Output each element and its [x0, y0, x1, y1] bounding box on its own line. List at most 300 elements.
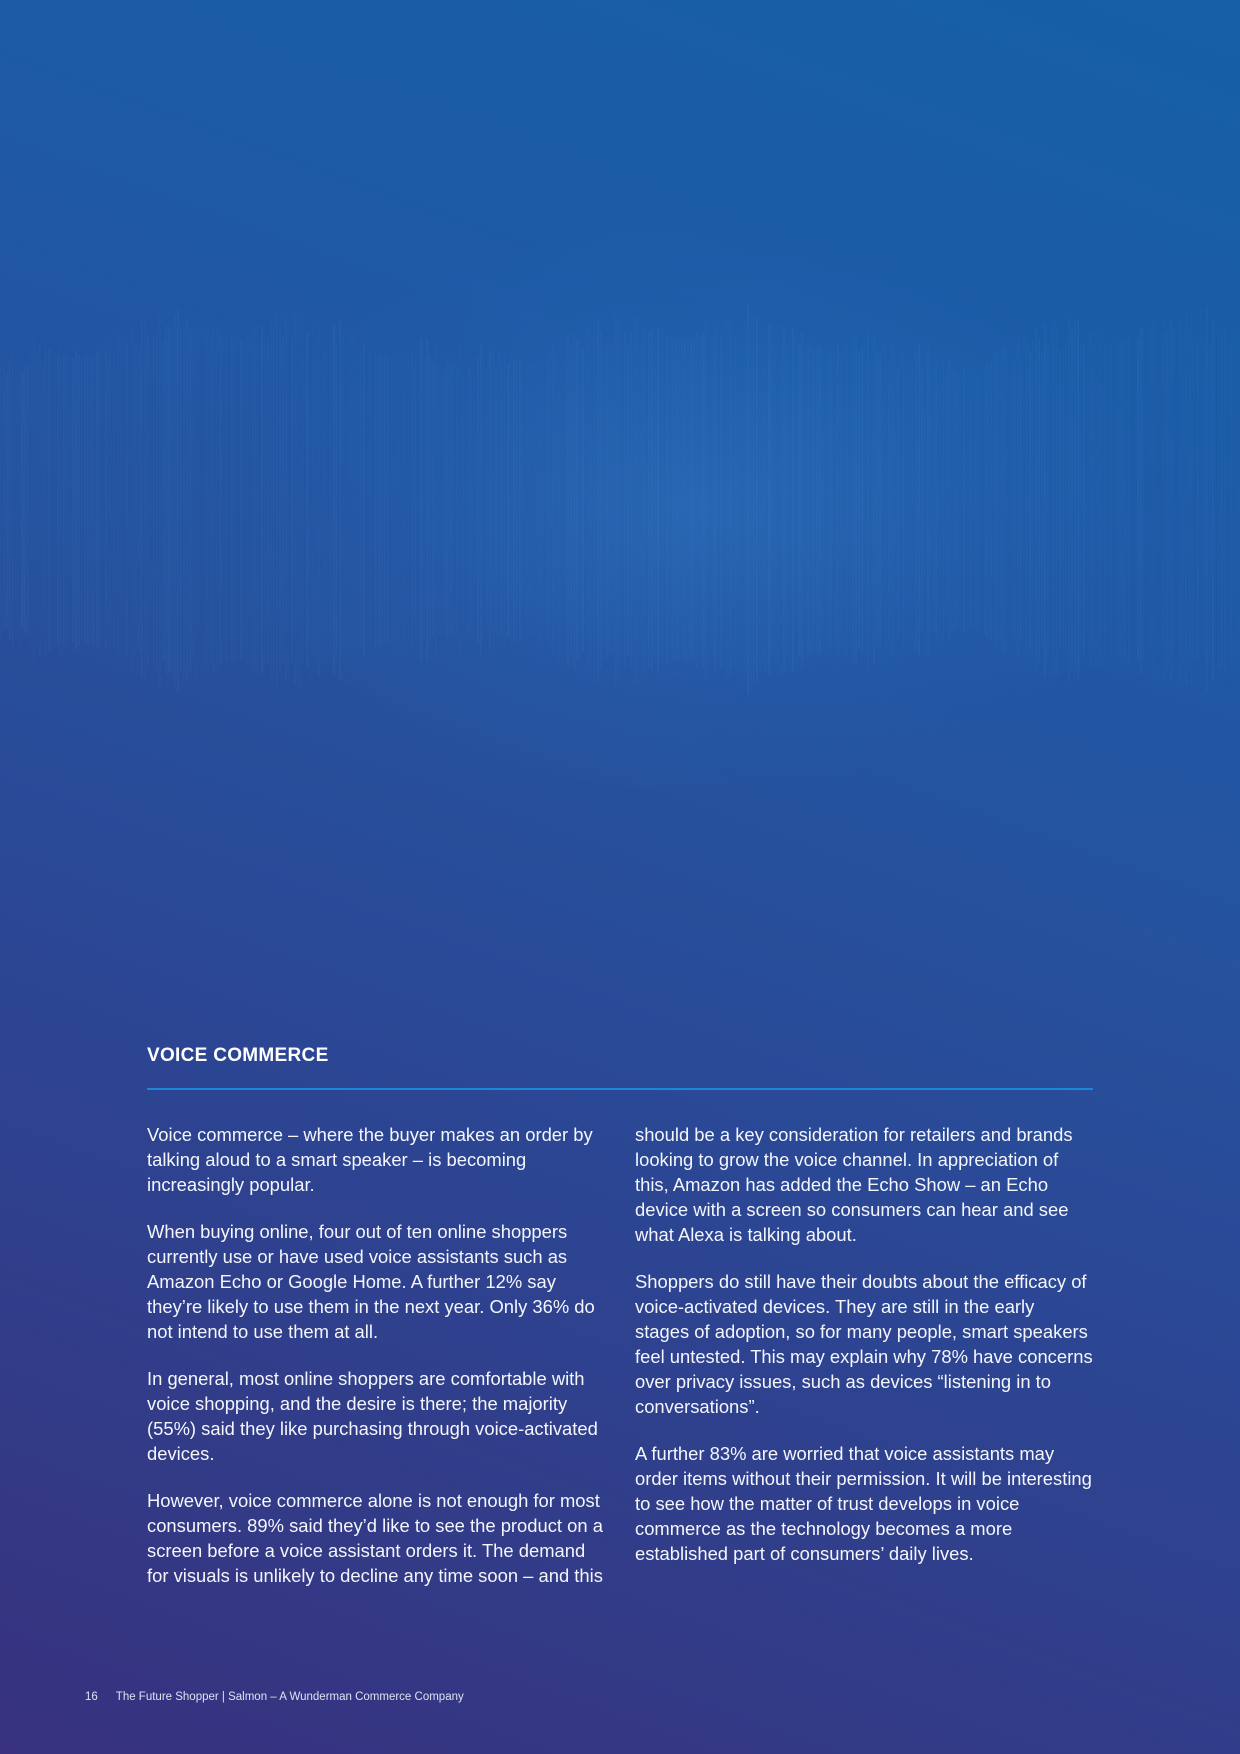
soundwave-streak [954, 369, 956, 630]
soundwave-streak [324, 346, 326, 653]
soundwave-streak [216, 329, 217, 672]
body-paragraph: When buying online, four out of ten online shoppers currently use or have used voice assistants such as Amazon Echo or Google Home. A further 12% say they’re likely to use them in the next year. Only 36% do not intend to use them at all. [147, 1221, 595, 1342]
soundwave-streak [969, 370, 971, 629]
soundwave-streak [831, 352, 832, 648]
soundwave-streak [1164, 323, 1165, 678]
soundwave-streak [498, 352, 500, 647]
soundwave-streak [942, 360, 944, 640]
soundwave-streak [474, 374, 476, 627]
soundwave-streak [1092, 346, 1094, 655]
soundwave-streak [1020, 355, 1021, 645]
soundwave-streak [1158, 319, 1159, 681]
soundwave-streak [1200, 308, 1202, 691]
soundwave-streak [120, 339, 121, 662]
soundwave-streak [195, 314, 197, 686]
soundwave-streak [516, 361, 518, 640]
soundwave-streak [18, 352, 20, 648]
soundwave-streak [354, 337, 356, 663]
soundwave-streak [189, 328, 191, 672]
soundwave-streak [30, 347, 32, 654]
soundwave-streak [24, 367, 26, 633]
soundwave-streak [873, 336, 875, 664]
soundwave-streak [798, 345, 800, 656]
soundwave-streak [345, 341, 347, 658]
soundwave-streak [168, 327, 171, 673]
soundwave-streak [108, 342, 110, 658]
soundwave-streak [996, 353, 998, 648]
soundwave-streak [1017, 339, 1019, 660]
soundwave-streak [21, 370, 24, 629]
soundwave-streak [927, 347, 929, 653]
soundwave-streak [99, 350, 100, 650]
soundwave-streak [309, 321, 311, 678]
soundwave-streak [582, 349, 584, 651]
soundwave-streak [27, 364, 29, 636]
soundwave-streak [681, 339, 683, 661]
soundwave-streak [924, 341, 926, 658]
soundwave-streak [417, 346, 419, 653]
soundwave-streak [810, 347, 812, 653]
soundwave-streak [495, 367, 497, 633]
soundwave-streak [801, 332, 803, 668]
soundwave-streak [339, 319, 341, 681]
soundwave-streak [672, 340, 674, 659]
soundwave-streak [975, 368, 978, 631]
soundwave-streak [1230, 339, 1232, 661]
soundwave-streak [753, 317, 754, 684]
soundwave-streak [378, 354, 380, 646]
soundwave-streak [711, 340, 713, 661]
body-paragraph: However, voice commerce alone is not enough for most consumers. 89% said they’d like to see the product on a screen before a voice assistant orders it. The demand for visuals is unlikely to decline any time soon – and this [147, 1490, 603, 1586]
soundwave-streak [174, 315, 176, 685]
soundwave-streak [165, 325, 167, 674]
soundwave-streak [126, 343, 128, 657]
soundwave-streak [1197, 339, 1199, 661]
soundwave-streak [738, 340, 739, 660]
soundwave-streak [852, 336, 854, 664]
soundwave-streak [1116, 342, 1118, 657]
soundwave-streak [915, 347, 917, 654]
soundwave-streak [819, 346, 821, 655]
soundwave-streak [780, 325, 783, 676]
soundwave-streak [522, 361, 524, 639]
soundwave-streak [987, 361, 988, 640]
soundwave-streak [315, 334, 317, 667]
soundwave-streak [918, 344, 920, 657]
soundwave-streak [1134, 340, 1135, 660]
soundwave-streak [606, 343, 608, 657]
soundwave-streak [75, 351, 77, 650]
soundwave-streak [438, 366, 440, 634]
soundwave-streak [1062, 349, 1064, 650]
soundwave-streak [756, 317, 758, 684]
soundwave-streak [999, 354, 1002, 645]
publication-credit: The Future Shopper | Salmon – A Wunderman Commerce Company [115, 1691, 464, 1703]
soundwave-streak [177, 308, 179, 692]
soundwave-streak [237, 340, 239, 661]
soundwave-streak [543, 358, 544, 641]
soundwave-streak [282, 338, 284, 662]
soundwave-streak [546, 358, 548, 641]
body-columns [147, 1122, 1093, 1588]
soundwave-streak [705, 321, 706, 680]
soundwave-streak [621, 342, 622, 659]
soundwave-streak [78, 354, 80, 646]
soundwave-streak [978, 368, 979, 632]
soundwave-streak [846, 344, 847, 657]
soundwave-streak [570, 344, 572, 655]
soundwave-streak [708, 318, 709, 683]
soundwave-streak [171, 328, 173, 672]
soundwave-streak [297, 312, 299, 689]
soundwave-streak [825, 351, 828, 649]
soundwave-streak [804, 340, 806, 660]
soundwave-streak [156, 329, 158, 672]
soundwave-streak [72, 357, 74, 643]
soundwave-streak [231, 338, 233, 662]
body-paragraph: In general, most online shoppers are comfortable with voice shopping, and the desire is there; the majority (55%) said they like purchasing through voice-activated devices. [147, 1368, 598, 1464]
soundwave-streak [966, 369, 967, 632]
soundwave-streak [480, 344, 482, 655]
soundwave-streak [636, 316, 637, 684]
soundwave-streak [1125, 342, 1126, 658]
soundwave-streak [363, 345, 365, 655]
soundwave-streak [69, 358, 71, 643]
soundwave-streak [972, 370, 974, 630]
soundwave-streak [357, 347, 358, 653]
soundwave-streak [618, 319, 620, 681]
soundwave-streak [423, 359, 425, 641]
soundwave-streak [285, 317, 287, 682]
soundwave-streak [990, 358, 992, 642]
page-footer [85, 1691, 464, 1703]
soundwave-streak [414, 363, 416, 637]
soundwave-streak [96, 352, 98, 649]
soundwave-streak [666, 336, 668, 663]
soundwave-streak [117, 332, 119, 667]
soundwave-streak [408, 348, 410, 652]
soundwave-streak [186, 318, 188, 682]
soundwave-streak [588, 323, 590, 676]
body-paragraph: A further 83% are worried that voice assistants may order items without their permission. It will be interesting to see how the matter of trust develops in voice commerce as the technology becomes a more established part of consumers’ daily lives. [635, 1443, 1092, 1564]
soundwave-streak [141, 322, 143, 678]
soundwave-streak [1008, 360, 1009, 641]
soundwave-streak [624, 332, 626, 668]
soundwave-streak [747, 304, 749, 695]
soundwave-streak [909, 360, 912, 639]
soundwave-streak [888, 359, 890, 641]
soundwave-streak [63, 353, 65, 646]
soundwave-streak [933, 368, 935, 632]
soundwave-streak [1194, 336, 1196, 664]
soundwave-streak [288, 321, 290, 678]
soundwave-streak [459, 342, 461, 658]
soundwave-streak [729, 322, 731, 678]
soundwave-streak [849, 355, 851, 646]
soundwave-streak [3, 368, 5, 632]
soundwave-streak [333, 326, 336, 674]
soundwave-streak [234, 340, 235, 660]
soundwave-streak [261, 326, 263, 674]
soundwave-streak [399, 350, 400, 649]
soundwave-streak [252, 328, 255, 672]
soundwave-streak [840, 353, 842, 647]
soundwave-streak [945, 369, 947, 631]
soundwave-streak [1146, 325, 1147, 675]
soundwave-streak [591, 317, 592, 682]
soundwave-streak [144, 322, 146, 679]
soundwave-streak [759, 329, 761, 670]
soundwave-streak [1050, 324, 1052, 676]
soundwave-streak [306, 331, 309, 669]
soundwave-streak [642, 329, 644, 672]
soundwave-streak [732, 332, 734, 667]
soundwave-streak [828, 350, 830, 649]
soundwave-streak [450, 363, 452, 636]
soundwave-streak [15, 365, 17, 635]
soundwave-streak [696, 331, 698, 669]
soundwave-streak [813, 349, 815, 651]
soundwave-streak [735, 332, 737, 669]
soundwave-streak [1002, 348, 1004, 653]
soundwave-streak [429, 354, 431, 646]
soundwave-streak [597, 318, 599, 682]
soundwave-streak [600, 331, 602, 668]
soundwave-streak [336, 343, 337, 657]
soundwave-streak [603, 345, 605, 655]
soundwave-streak [1140, 326, 1142, 674]
soundwave-streak [42, 365, 44, 636]
soundwave-streak [777, 323, 779, 677]
soundwave-streak [534, 361, 535, 638]
soundwave-streak [948, 359, 949, 641]
soundwave-streak [102, 343, 104, 657]
soundwave-streak [486, 370, 488, 630]
soundwave-streak [963, 366, 965, 634]
soundwave-streak [219, 335, 221, 664]
soundwave-streak [660, 333, 663, 668]
soundwave-streak [639, 342, 641, 658]
soundwave-streak [312, 327, 313, 672]
soundwave-streak [1215, 331, 1216, 670]
soundwave-streak [558, 338, 560, 663]
soundwave-streak [1059, 351, 1061, 650]
soundwave-streak [720, 332, 722, 669]
soundwave-streak [786, 344, 788, 655]
article-content [147, 1043, 1093, 1588]
soundwave-streak [843, 347, 844, 653]
soundwave-streak [456, 369, 457, 632]
soundwave-streak [393, 354, 395, 645]
soundwave-streak [1176, 323, 1178, 677]
soundwave-streak [441, 367, 443, 633]
soundwave-streak [993, 352, 996, 648]
soundwave-streak [1131, 340, 1132, 660]
soundwave-streak [1104, 343, 1106, 658]
soundwave-streak [1095, 331, 1097, 669]
soundwave-streak [6, 373, 8, 627]
soundwave-streak [210, 336, 212, 664]
soundwave-streak [930, 370, 932, 630]
soundwave-streak [330, 344, 332, 656]
soundwave-streak [765, 330, 766, 670]
soundwave-streak [258, 339, 259, 661]
soundwave-streak [39, 343, 41, 656]
soundwave-streak [351, 329, 353, 671]
soundwave-streak [1032, 339, 1033, 661]
soundwave-streak [279, 331, 281, 668]
soundwave-streak [771, 343, 773, 657]
soundwave-streak [576, 341, 578, 659]
soundwave-streak [891, 345, 893, 656]
soundwave-streak [1161, 334, 1163, 666]
soundwave-streak [768, 325, 770, 675]
soundwave-streak [1236, 324, 1237, 676]
soundwave-streak [609, 348, 610, 653]
soundwave-streak [1149, 324, 1151, 676]
soundwave-streak [249, 334, 251, 665]
soundwave-streak [426, 339, 428, 661]
soundwave-streak [396, 351, 398, 649]
soundwave-streak [444, 371, 447, 630]
soundwave-streak [1026, 341, 1028, 658]
soundwave-streak [54, 354, 55, 647]
soundwave-streak [9, 360, 11, 640]
soundwave-streak [981, 367, 983, 634]
soundwave-streak [1044, 324, 1046, 676]
soundwave-streak [654, 341, 656, 660]
soundwave-streak [342, 333, 344, 667]
soundwave-streak [630, 334, 632, 667]
soundwave-streak [513, 358, 515, 642]
soundwave-streak [12, 350, 13, 650]
soundwave-streak [684, 337, 685, 662]
soundwave-streak [678, 340, 679, 660]
soundwave-streak [198, 323, 199, 676]
soundwave-streak [327, 347, 329, 654]
soundwave-streak [294, 316, 296, 684]
soundwave-streak [1224, 329, 1226, 671]
soundwave-streak [1143, 329, 1144, 671]
soundwave-streak [744, 324, 746, 677]
soundwave-streak [1041, 354, 1043, 646]
soundwave-streak [240, 339, 242, 660]
soundwave-streak [615, 314, 617, 686]
soundwave-streak [453, 358, 455, 642]
soundwave-streak [204, 319, 206, 680]
soundwave-streak [468, 368, 470, 631]
soundwave-streak [93, 353, 94, 646]
soundwave-streak [1089, 332, 1091, 667]
soundwave-streak [726, 316, 728, 685]
soundwave-streak [525, 362, 528, 639]
soundwave-streak [60, 344, 62, 657]
soundwave-streak [111, 337, 112, 664]
soundwave-streak [1119, 342, 1121, 657]
soundwave-streak [90, 356, 92, 643]
soundwave-streak [1098, 341, 1100, 659]
soundwave-streak [1014, 357, 1015, 643]
soundwave-streak [291, 338, 293, 663]
soundwave-streak [951, 363, 953, 638]
soundwave-streak [372, 354, 374, 647]
body-paragraph: should be a key consideration for retailers and brands looking to grow the voice channel. In appreciation of this, Amazon has added the Echo Show – an Echo device with a screen so consumers can hear and see what Alexa is talking about. [635, 1124, 1073, 1245]
soundwave-streak [645, 321, 646, 678]
soundwave-streak [837, 344, 839, 656]
soundwave-streak [1065, 343, 1066, 658]
soundwave-streak [159, 311, 161, 689]
soundwave-streak [465, 339, 466, 661]
soundwave-streak [432, 362, 434, 638]
body-paragraph: Voice commerce – where the buyer makes an order by talking aloud to a smart speaker – is becoming increasingly popular. [147, 1124, 593, 1195]
soundwave-streak [531, 363, 533, 637]
soundwave-streak [876, 350, 878, 650]
soundwave-streak [147, 333, 148, 666]
soundwave-streak [882, 330, 885, 669]
soundwave-streak [1218, 329, 1220, 671]
soundwave-streak [822, 349, 824, 652]
soundwave-streak [1077, 320, 1079, 679]
soundwave-streak [366, 352, 368, 648]
soundwave-streak [162, 340, 164, 660]
soundwave-streak [1182, 331, 1183, 670]
soundwave-streak [789, 339, 791, 661]
soundwave-streak [774, 335, 775, 664]
soundwave-streak [87, 357, 89, 644]
soundwave-streak [858, 351, 860, 648]
soundwave-streak [1011, 360, 1013, 641]
soundwave-streak [1038, 337, 1040, 662]
soundwave-streak [1029, 350, 1031, 649]
soundwave-streak [246, 337, 248, 663]
soundwave-streak [222, 339, 223, 660]
soundwave-streak [1173, 330, 1175, 671]
soundwave-streak [483, 354, 485, 647]
soundwave-streak [573, 331, 575, 668]
soundwave-streak [462, 375, 463, 626]
soundwave-streak [717, 319, 718, 681]
soundwave-streak [1128, 336, 1129, 664]
soundwave-background-image [0, 180, 1240, 820]
soundwave-streak [132, 329, 133, 670]
soundwave-streak [153, 334, 154, 665]
soundwave-streak [657, 328, 659, 673]
soundwave-streak [984, 366, 986, 635]
soundwave-streak [1206, 307, 1208, 693]
soundwave-streak [675, 340, 677, 661]
soundwave-streak [897, 366, 899, 634]
soundwave-streak [537, 361, 539, 640]
soundwave-streak [300, 311, 302, 690]
soundwave-streak [894, 352, 895, 648]
soundwave-streak [1137, 338, 1140, 663]
soundwave-streak [690, 339, 692, 661]
soundwave-streak [348, 334, 350, 665]
page-number: 16 [85, 1691, 98, 1703]
soundwave-streak [267, 337, 269, 663]
soundwave-streak [390, 355, 392, 645]
soundwave-streak [762, 339, 764, 661]
soundwave-streak [1233, 330, 1235, 670]
soundwave-streak [693, 335, 695, 665]
soundwave-streak [741, 306, 743, 694]
soundwave-streak [1170, 317, 1172, 683]
soundwave-streak [807, 342, 809, 658]
soundwave-streak [870, 357, 871, 643]
right-column [635, 1122, 1093, 1588]
soundwave-streak [1122, 342, 1124, 657]
soundwave-streak [633, 318, 635, 682]
